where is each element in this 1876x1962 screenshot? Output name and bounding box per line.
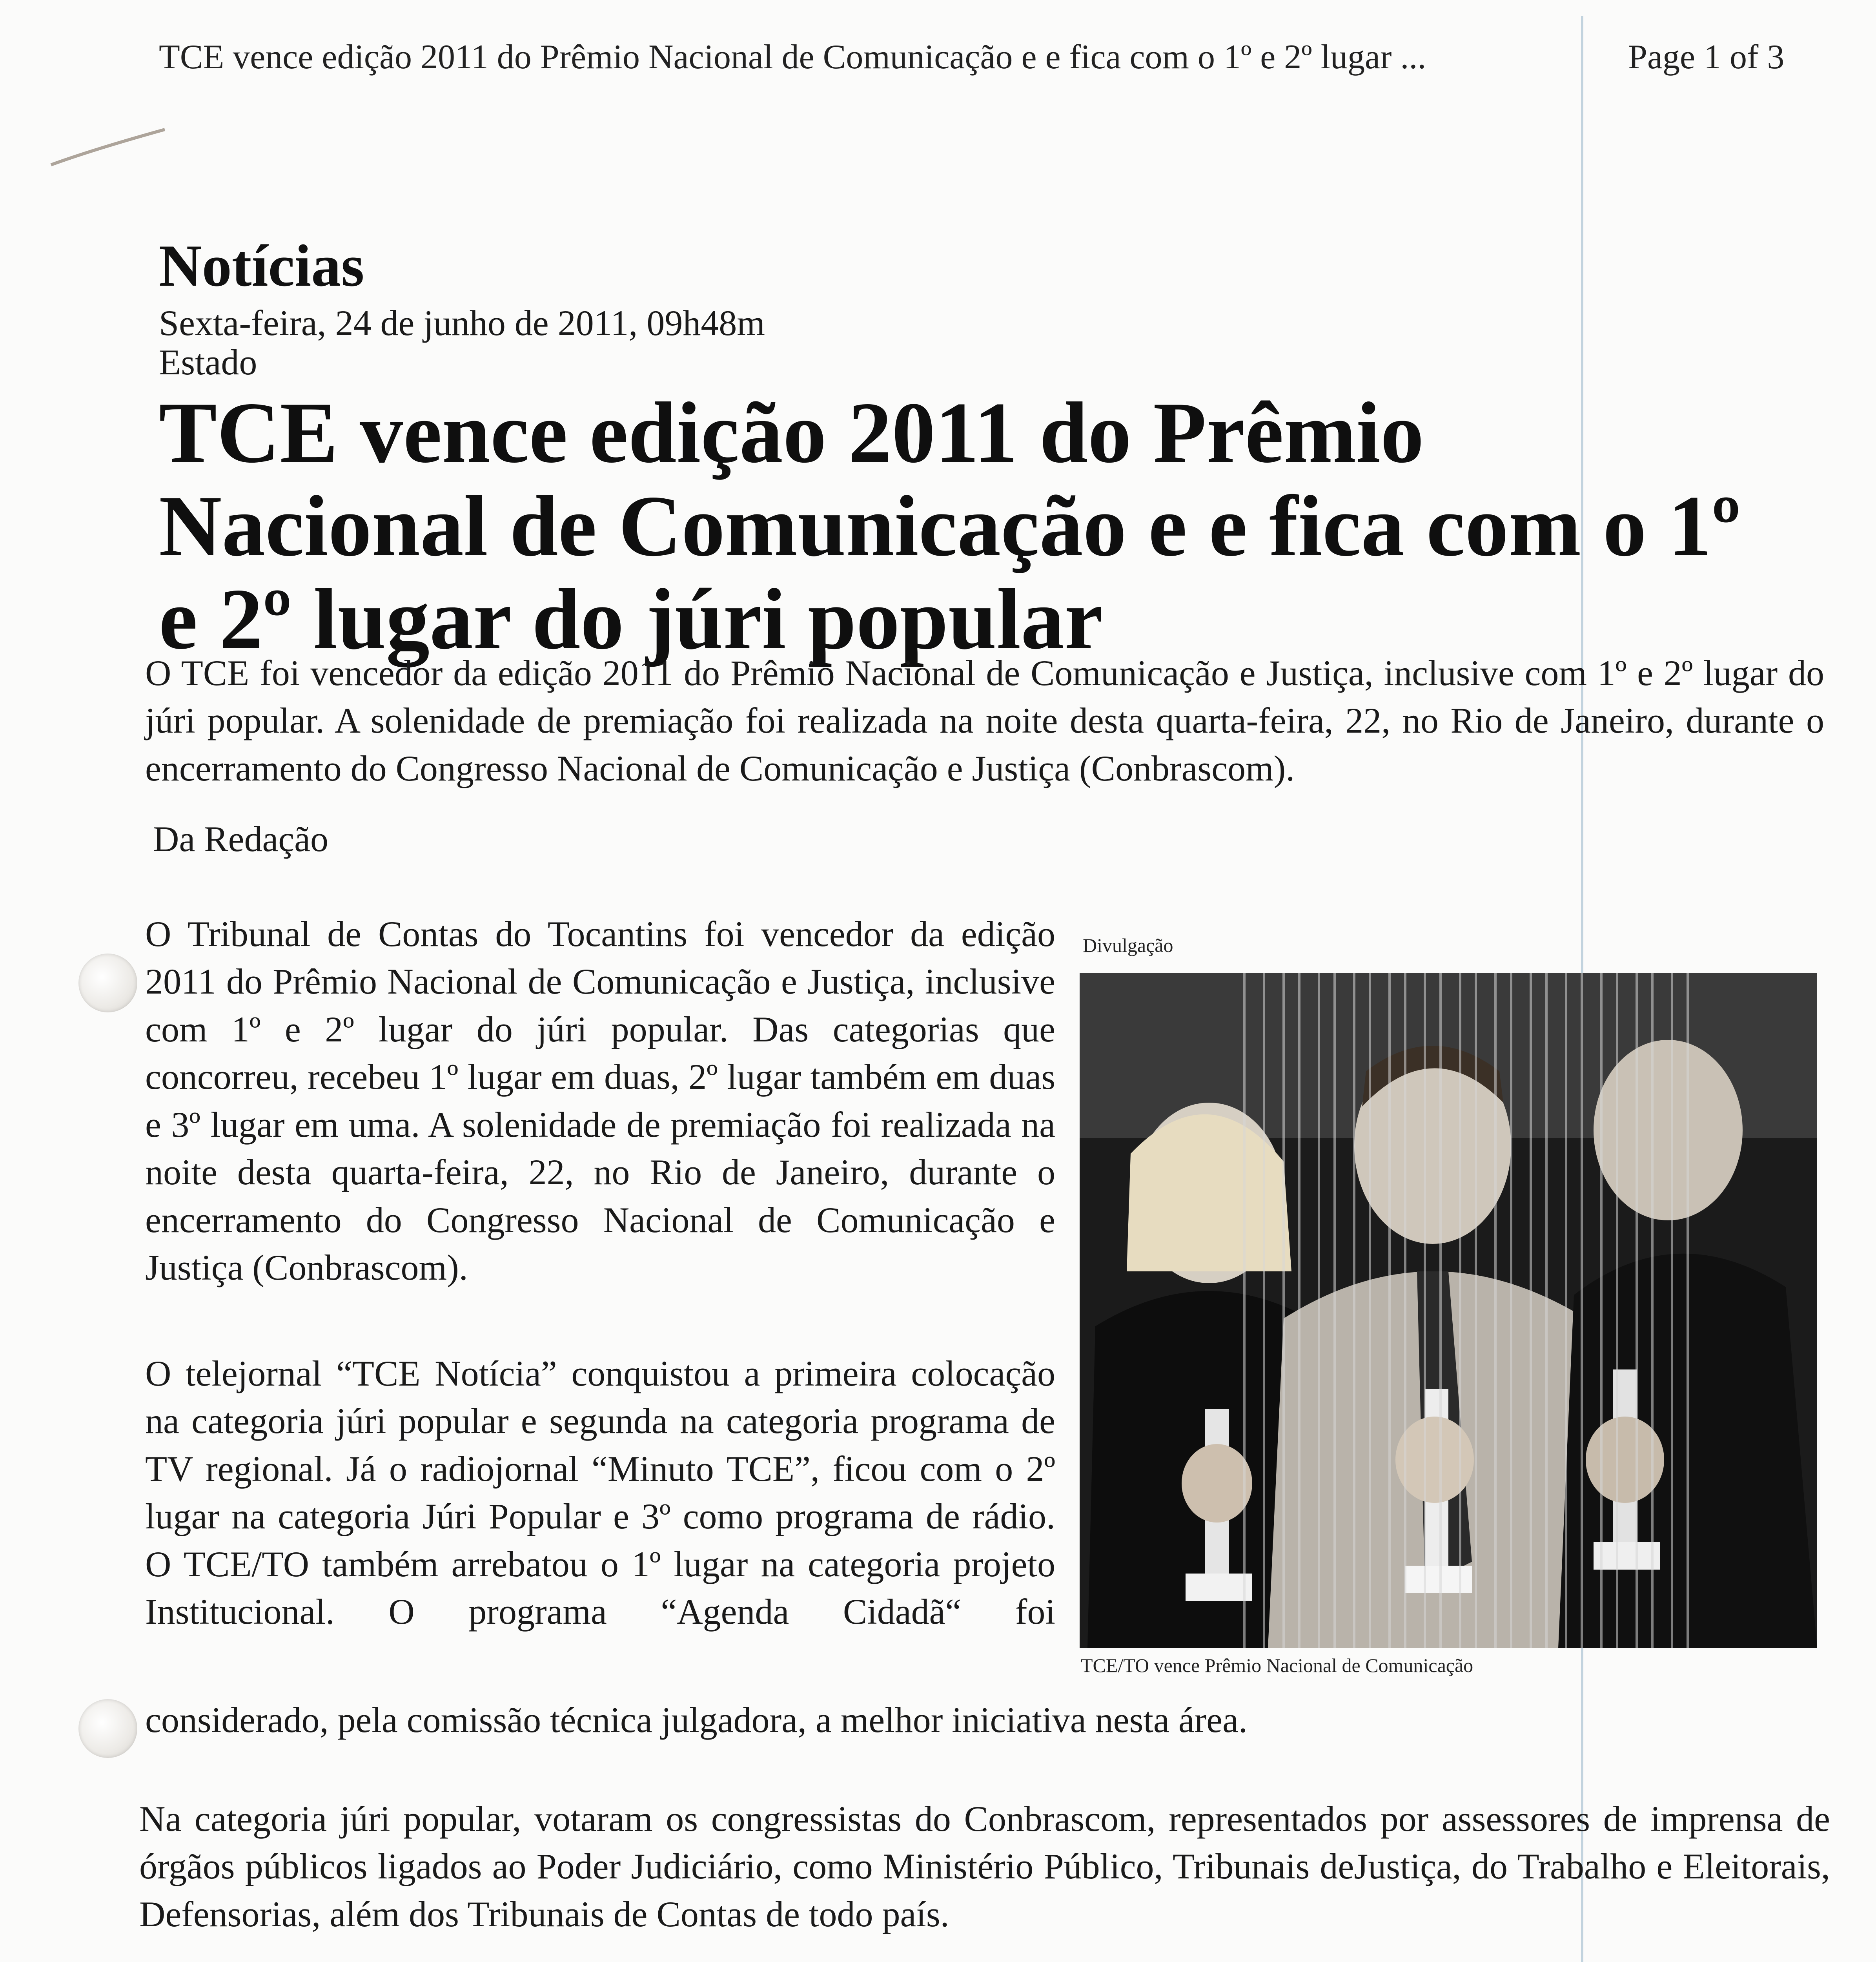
article-category: Estado (159, 342, 257, 382)
staple-mark (47, 118, 177, 177)
photo-caption: TCE/TO vence Prêmio Nacional de Comunicação (1081, 1654, 1473, 1676)
paragraph-2-end: considerado, pela comissão técnica julgadora, a melhor iniciativa nesta área. (145, 1700, 1248, 1740)
paragraph-3: Na categoria júri popular, votaram os congressistas do Conbrascom, representados por assessores de imprensa de órgãos públicos ligados ao Poder Judiciário, como Ministério Público, Tribunais deJustiça, do Trabalho e Eleitorais, Defensorias, além dos Tribunais de Contas de todo país. (139, 1799, 1830, 1934)
print-header-page: Page 1 of 3 (1628, 38, 1785, 76)
award-winners-photo (1080, 973, 1817, 1648)
article-photo (1080, 973, 1817, 1648)
article-byline: Da Redação (153, 819, 328, 859)
article-dateline: Sexta-feira, 24 de junho de 2011, 09h48m (159, 303, 765, 343)
print-header-title: TCE vence edição 2011 do Prêmio Nacional de Comunicação e e fica com o 1º e 2º lugar ... (159, 38, 1426, 76)
punch-hole-bottom (78, 1699, 137, 1758)
article-headline: TCE vence edição 2011 do Prêmio Nacional de Comunicação e e fica com o 1º e 2º lugar do júri popular (159, 385, 1741, 668)
section-title: Notícias (159, 233, 364, 299)
photo-credit: Divulgação (1083, 934, 1173, 956)
paragraph-2: O telejornal “TCE Notícia” conquistou a primeira colocação na categoria júri popular e segunda na categoria programa de TV regional. Já o radiojornal “Minuto TCE”, ficou com o 2º lugar na categoria Júri Popular e 3º como programa de rádio. O TCE/TO também arrebatou o 1º lugar na categoria projeto Institucional. O programa “Agenda Cidadã“ foi (145, 1353, 1055, 1632)
article-lede: O TCE foi vencedor da edição 2011 do Prêmio Nacional de Comunicação e Justiça, inclusive com 1º e 2º lugar do júri popular. A solenidade de premiação foi realizada na noite desta quarta-feira, 22, no Rio de Janeiro, durante o encerramento do Congresso Nacional de Comunicação e Justiça (Conbrascom). (145, 653, 1824, 788)
paragraph-1: O Tribunal de Contas do Tocantins foi vencedor da edição 2011 do Prêmio Nacional de Comunicação e Justiça, inclusive com 1º e 2º lugar do júri popular. Das categorias que concorreu, recebeu 1º lugar em duas, 2º lugar também em duas e 3º lugar em uma. A solenidade de premiação foi realizada na noite desta quarta-feira, 22, no Rio de Janeiro, durante o encerramento do Congresso Nacional de Comunicação e Justiça (Conbrascom). (145, 914, 1055, 1288)
punch-hole-top (78, 954, 137, 1012)
